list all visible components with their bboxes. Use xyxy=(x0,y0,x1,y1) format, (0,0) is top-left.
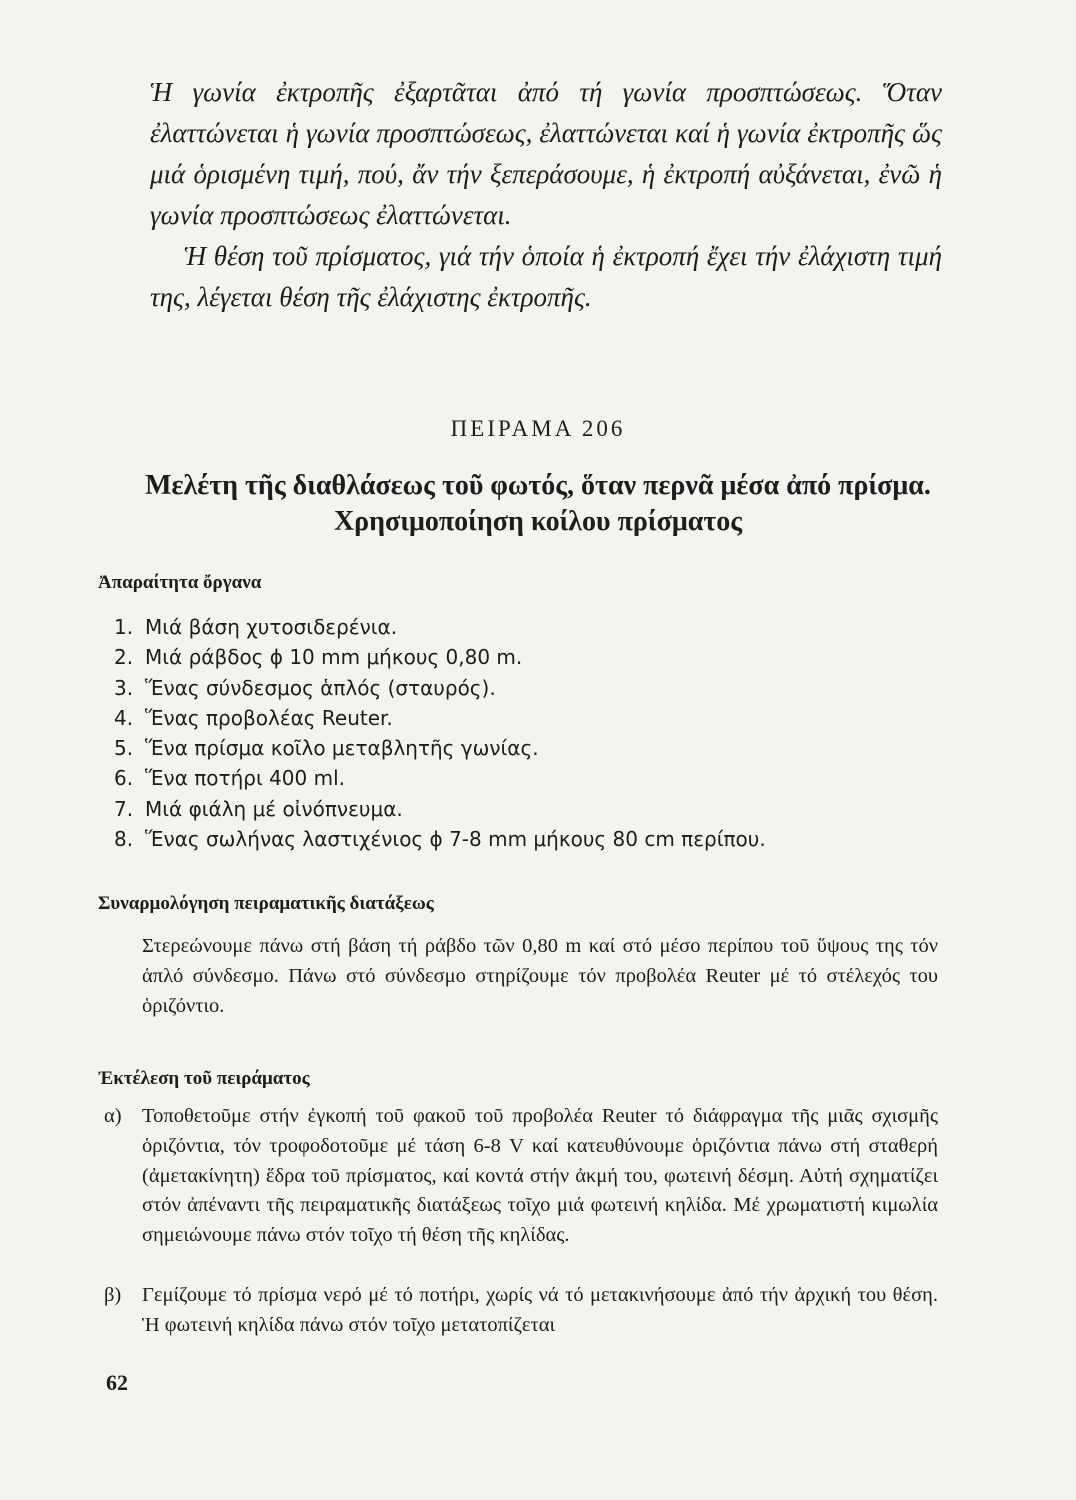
list-item xyxy=(114,824,874,854)
procedure-step-b xyxy=(104,1281,938,1341)
list-item xyxy=(114,703,874,733)
item-number: 4. xyxy=(114,705,134,730)
item-number: 3. xyxy=(114,675,134,700)
equipment-heading: Ἀπαραίτητα ὄργανα xyxy=(98,572,262,593)
list-item xyxy=(114,733,874,763)
list-item xyxy=(114,794,874,824)
step-text: Γεμίζουμε τό πρίσμα νερό μέ τό ποτήρι, χωρίς νά τό μετακινήσουμε ἀπό τήν ἀρχική του θέση. Ἡ φωτεινή κηλίδα πάνω στόν τοῖχο μετατοπίζεται xyxy=(142,1284,938,1336)
item-text: Μιά βάση χυτοσιδερένια. xyxy=(145,615,398,639)
item-number: 2. xyxy=(114,645,134,670)
step-label: α) xyxy=(104,1105,122,1127)
step-text: Τοποθετοῦμε στήν ἐγκοπή τοῦ φακοῦ τοῦ προβολέα Reuter τό διάφραγμα τῆς μιᾶς σχισμῆς ὁριζόντια, τόν τροφοδοτοῦμε μέ τάση 6-8 V καί κατευθύνουμε ὁριζόντια πάνω στή σταθερή (ἀμετακίνητη) ἕδρα τοῦ πρίσματος, καί κοντά στήν ἀκμή του, φωτεινή δέσμη. Αὐτή σχηματίζει στόν ἀπέναντι τῆς πειραματικῆς διατάξεως τοῖχο μιά φωτεινή κηλίδα. Μέ χρωματιστή κιμωλία σημειώνουμε πάνω στόν τοῖχο τή θέση τῆς κηλίδας. xyxy=(142,1105,938,1247)
item-number: 1. xyxy=(114,615,134,639)
item-text: Ἕνας σωλήνας λαστιχένιος ϕ 7-8 mm μήκους 80 cm περίπου. xyxy=(145,827,766,852)
item-text: Ἕνας σύνδεσμος ἁπλός (σταυρός). xyxy=(145,675,496,700)
experiment-title xyxy=(100,468,976,540)
item-number: 5. xyxy=(114,736,134,761)
page-number: 62 xyxy=(106,1370,128,1395)
item-text: Ἕνας προβολέας Reuter. xyxy=(145,705,393,730)
list-item xyxy=(114,612,874,642)
item-number: 6. xyxy=(114,766,134,791)
assembly-heading: Συναρμολόγηση πειραματικῆς διατάξεως xyxy=(98,893,434,914)
list-item xyxy=(114,763,874,793)
intro-paragraph-1: Ἡ γωνία ἐκτροπῆς ἐξαρτᾶται ἀπό τή γωνία προσπτώσεως. Ὅταν ἐλαττώνεται ἡ γωνία προσπτώσεως, ἐλαττώνεται καί ἡ γωνία ἐκτροπῆς ὥς μιά ὁρισμένη τιμή, πού, ἄν τήν ξεπεράσουμε, ἡ ἐκτροπή αὐξάνεται, ἐνῶ ἡ γωνία προσπτώσεως ἐλαττώνεται. xyxy=(150,77,942,230)
item-text: Ἕνα πρίσμα κοῖλο μεταβλητῆς γωνίας. xyxy=(145,736,539,761)
experiment-number: ΠΕΙΡΑΜΑ 206 xyxy=(450,416,626,441)
intro-paragraph-2: Ἡ θέση τοῦ πρίσματος, γιά τήν ὁποία ἡ ἐκτροπή ἔχει τήν ἐλάχιστη τιμή της, λέγεται θέση τῆς ἐλάχιστης ἐκτροπῆς. xyxy=(150,241,942,312)
intro-text xyxy=(150,72,942,318)
procedure-heading: Ἐκτέλεση τοῦ πειράματος xyxy=(98,1068,310,1089)
step-label: β) xyxy=(104,1284,122,1306)
list-item xyxy=(114,673,874,703)
item-text: Ἕνα ποτήρι 400 ml. xyxy=(145,766,346,791)
equipment-list xyxy=(114,612,874,854)
experiment-title-line-1: Μελέτη τῆς διαθλάσεως τοῦ φωτός, ὅταν περνᾶ μέσα ἀπό πρίσμα. xyxy=(145,470,931,501)
list-item xyxy=(114,642,874,672)
item-number: 8. xyxy=(114,827,134,852)
experiment-title-line-2: Χρησιμοποίηση κοίλου πρίσματος xyxy=(333,506,743,537)
item-number: 7. xyxy=(114,796,134,821)
item-text: Μιά ράβδος ϕ 10 mm μήκους 0,80 m. xyxy=(145,645,523,670)
item-text: Μιά φιάλη μέ οἰνόπνευμα. xyxy=(145,796,403,821)
assembly-text: Στερεώνουμε πάνω στή βάση τή ράβδο τῶν 0,80 m καί στό μέσο περίπου τοῦ ὕψους της τόν ἁπλό σύνδεσμο. Πάνω στό σύνδεσμο στηρίζουμε τόν προβολέα Reuter μέ τό στέλεχός του ὁριζόντιο. xyxy=(142,935,938,1017)
procedure-step-a xyxy=(104,1102,938,1251)
